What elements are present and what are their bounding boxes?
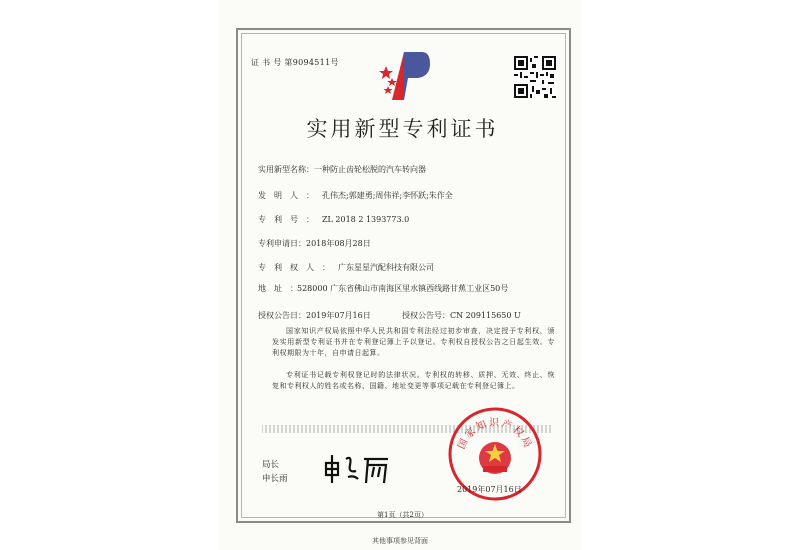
filing-date-row (258, 238, 371, 249)
grant-date-row (258, 310, 371, 321)
certificate-title: 实用新型专利证书 (306, 117, 499, 141)
grant-number-label: 授权公告号： (402, 311, 450, 320)
patent-number-row (258, 214, 409, 225)
address-label: 地址： (258, 284, 306, 293)
seal-text: 国家知识产权局 (456, 418, 534, 451)
filing-date-value: 2018年08月28日 (306, 239, 371, 248)
grant-number-row (402, 310, 521, 321)
inventor-row (258, 190, 453, 201)
inventor-label: 发明人： (258, 191, 322, 200)
patentee-label: 专利权人： (258, 263, 338, 272)
utility-model-name-label: 实用新型名称： (258, 165, 314, 174)
filing-date-label: 专利申请日： (258, 239, 306, 248)
grant-statement-paragraph: 国家知识产权局依照中华人民共和国专利法经过初步审查，决定授予专利权，颁发实用新型专利证书并在专利登记簿上予以登记。专利权自授权公告之日起生效。专利权期限为十年，自申请日起算。 (272, 327, 555, 357)
patent-office-logo (378, 48, 430, 104)
utility-model-name-value: 一种防止齿轮松脱的汽车转向器 (314, 165, 426, 174)
qr-code (514, 56, 556, 98)
patentee-value: 广东星星汽配科技有限公司 (338, 263, 434, 272)
patentee-row (258, 262, 434, 273)
address-value: 528000 广东省佛山市南海区里水镇西线路甘蕉工业区50号 (297, 284, 509, 293)
grant-date-value: 2019年07月16日 (306, 311, 371, 320)
grant-date-label: 授权公告日： (258, 311, 306, 320)
grant-number-value: CN 209115650 U (450, 311, 521, 320)
director-name: 申长雨 (262, 474, 288, 484)
patent-number-value: ZL 2018 2 1393773.0 (322, 215, 410, 224)
director-title: 局长 (262, 460, 280, 470)
seal-date: 2019年07月16日 (457, 485, 522, 494)
director-signature (322, 449, 392, 489)
utility-model-name-row (258, 164, 426, 175)
inventor-value: 孔伟杰;郭建勇;周伟祥;李怀跃;朱作全 (322, 191, 453, 200)
legal-status-paragraph: 专利证书记载专利权登记时的法律状况。专利权的转移、质押、无效、终止、恢复和专利权人的姓名或名称、国籍、地址变更等事项记载在专利登记簿上。 (272, 371, 555, 390)
back-note: 其他事项参见背面 (372, 537, 428, 545)
page-indicator: 第1页（共2页） (377, 511, 428, 519)
patent-number-label: 专利号： (258, 215, 322, 224)
certificate-number: 证 书 号 第9094511号 (251, 58, 339, 67)
